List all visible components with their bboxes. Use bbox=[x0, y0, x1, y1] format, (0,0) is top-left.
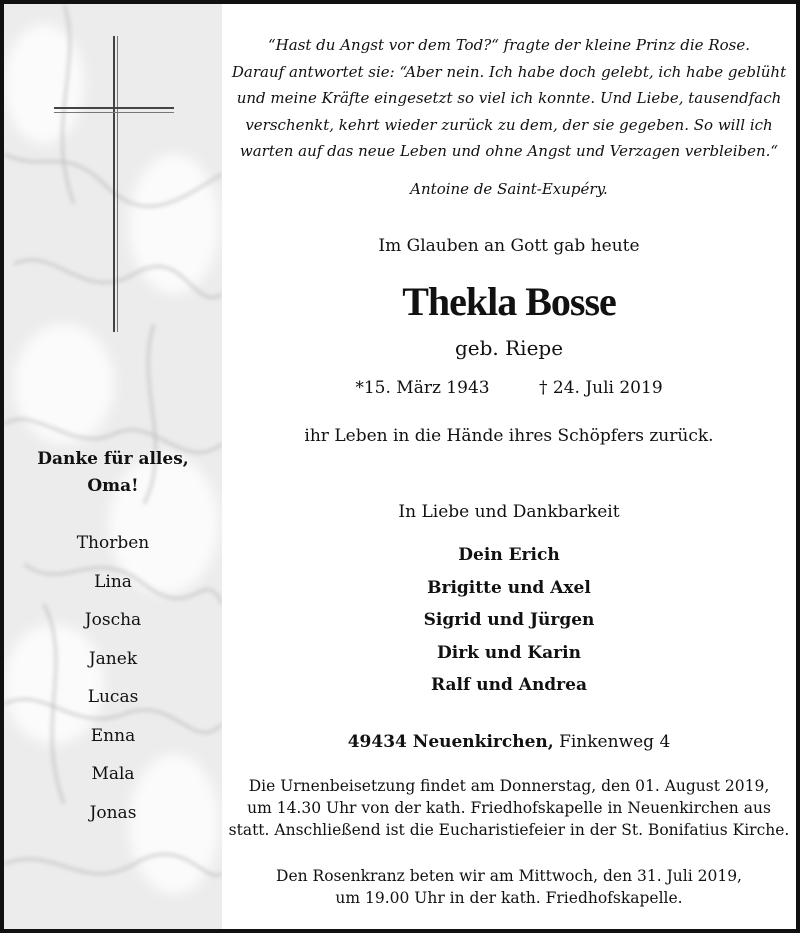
mourner-name: Sigrid und Jürgen bbox=[423, 610, 595, 630]
grandchild-name: Enna bbox=[90, 725, 136, 746]
rosary-info bbox=[222, 865, 796, 909]
marble-side-panel bbox=[4, 4, 222, 929]
grandchild-name: Jonas bbox=[89, 802, 137, 823]
quote-line: warten auf das neue Leben und ohne Angst und Verzagen verbleiben.“ bbox=[239, 142, 779, 160]
mourners-list bbox=[222, 539, 796, 702]
quote-line: und meine Kräfte eingesetzt so viel ich konnte. Und Liebe, tausendfach bbox=[236, 89, 782, 107]
mourner-name: Dirk und Karin bbox=[437, 642, 581, 663]
birth-date: *15. März 1943 bbox=[355, 378, 490, 398]
quote-line: “Hast du Angst vor dem Tod?“ fragte der kleine Prinz die Rose. bbox=[268, 36, 750, 54]
returned-line: ihr Leben in die Hände ihres Schöpfers zurück. bbox=[304, 426, 714, 446]
life-dates bbox=[222, 378, 796, 398]
rosary-line: Den Rosenkranz beten wir am Mittwoch, den 31. Juli 2019, bbox=[276, 867, 742, 885]
grandchild-name: Mala bbox=[91, 764, 135, 784]
grandchild-name: Janek bbox=[88, 648, 138, 669]
service-line: Die Urnenbeisetzung findet am Donnerstag, den 01. August 2019, bbox=[248, 777, 770, 795]
maiden-name: geb. Riepe bbox=[454, 336, 564, 360]
rosary-line: um 19.00 Uhr in der kath. Friedhofskapelle. bbox=[335, 889, 683, 907]
death-date: † 24. Juli 2019 bbox=[538, 378, 663, 398]
grandchild-name: Lina bbox=[94, 571, 132, 592]
service-line: statt. Anschließend ist die Eucharistiefeier in der St. Bonifatius Kirche. bbox=[228, 821, 790, 839]
grandchild-name: Lucas bbox=[87, 687, 139, 707]
address-city: 49434 Neuenkirchen, bbox=[347, 732, 554, 752]
quote-line: verschenkt, kehrt wieder zurück zu dem, der sie gegeben. So will ich bbox=[245, 115, 773, 134]
address-street: Finkenweg 4 bbox=[553, 732, 671, 752]
thanks-line-1: Danke für alles, bbox=[37, 449, 189, 469]
quote-author: Antoine de Saint-Exupéry. bbox=[410, 180, 608, 198]
quote-block bbox=[222, 32, 796, 165]
main-content bbox=[222, 4, 796, 929]
grandchildren-list bbox=[4, 524, 222, 832]
intro-line: Im Glauben an Gott gab heute bbox=[378, 236, 640, 256]
mourner-name: Ralf und Andrea bbox=[431, 675, 587, 695]
quote-line: Darauf antwortet sie: “Aber nein. Ich habe doch gelebt, ich habe geblüht bbox=[231, 62, 787, 81]
thanks-line-2: Oma! bbox=[87, 476, 139, 496]
grandchild-name: Thorben bbox=[76, 533, 150, 553]
thanks-message bbox=[4, 446, 222, 500]
mourner-name: Dein Erich bbox=[458, 545, 560, 565]
grandchild-name: Joscha bbox=[84, 610, 142, 630]
love-line: In Liebe und Dankbarkeit bbox=[398, 502, 620, 522]
service-line: um 14.30 Uhr von der kath. Friedhofskapelle in Neuenkirchen aus bbox=[247, 799, 771, 817]
address bbox=[222, 732, 796, 752]
mourner-name: Brigitte und Axel bbox=[427, 577, 591, 598]
service-info bbox=[222, 775, 796, 841]
deceased-name: Thekla Bosse bbox=[402, 279, 616, 324]
